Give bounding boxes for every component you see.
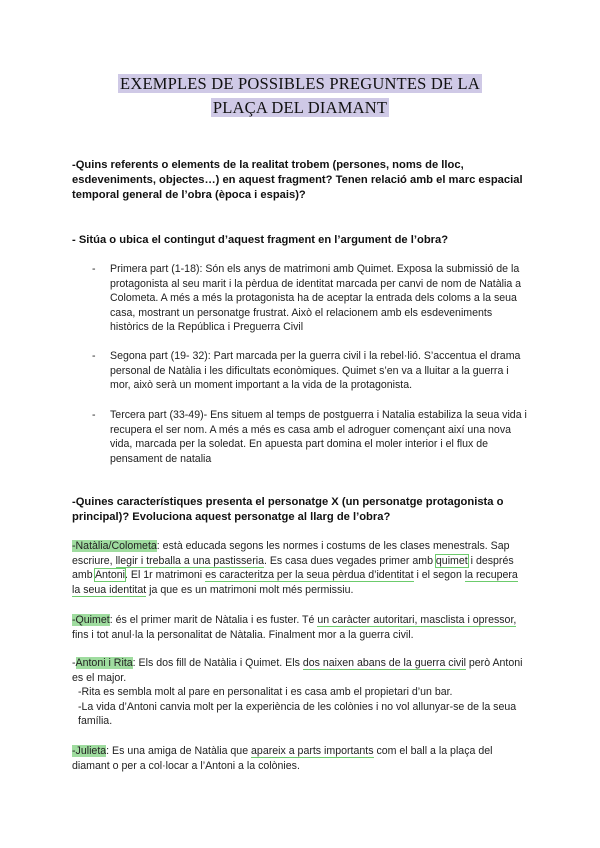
character-name-highlight: -Julieta — [72, 745, 107, 757]
character-julieta — [72, 744, 528, 773]
list-bullet: - — [92, 409, 96, 421]
list-bullet: - — [92, 350, 96, 362]
document-title — [90, 72, 510, 120]
character-colometa — [72, 539, 528, 597]
character-name-highlight: Antoni i Rita — [75, 657, 133, 669]
text-run: i el segon — [413, 569, 465, 582]
question-2: - Sitúa o ubica el contingut d’aquest fragment en l’argument de l’obra? — [72, 234, 449, 246]
text-run: i després amb — [72, 554, 514, 582]
underlined-text: apareix a parts importants — [251, 745, 374, 757]
character-name-highlight: -Natàlia/Colometa — [72, 540, 157, 552]
boxed-name-antoni: Antoni — [94, 569, 126, 582]
underlined-text: es caracteritza per la seua pèrdua d’identitat — [205, 569, 414, 582]
text-run: però Antoni es el major. — [72, 657, 523, 684]
list-item-part-1 — [92, 262, 530, 335]
list-item-text: Segona part (19- 32): Part marcada per la guerra civil i la rebel·lió. S’accentua el drama personal de Natàlia i les dificultats econòmiques. Quimet s’en va a lluitar a la guerra i mor, això serà un moment important a la vida de la protagonista. — [110, 350, 521, 392]
antoni-description: -La vida d’Antoni canvia molt per la experiència de les colònies i no vol allunyar-se de la seua família. — [78, 700, 517, 728]
character-quimet — [72, 613, 528, 642]
underlined-text: la recupera la seua identitat — [72, 569, 518, 596]
underlined-text: dos naixen abans de la guerra civil — [302, 657, 466, 669]
text-run: : Els dos fill de Natàlia i Quimet. Els — [132, 657, 303, 669]
title-line-1: EXEMPLES DE POSSIBLES PREGUNTES DE LA — [120, 74, 480, 93]
character-name-highlight: -Quimet — [72, 614, 110, 626]
text-run: : està educada segons les normes i costums de les clases menestrals. Sap escriure, — [72, 540, 510, 567]
list-item-text: Tercera part (33-49)- Ens situem al temps de postguerra i Natalia estabiliza la seua vida i recupera el ser nom. A més a més es casa amb el adroguer començant així una nova vida, marcada per la soledat. En apuesta part domina el moler interior i el flux de pensament de natalia — [110, 409, 527, 465]
question-1: -Quins referents o elements de la realitat trobem (persones, noms de lloc, esdeveniments, objectes…) en aquest fragment? Tenen relació amb el marc espacial temporal general de l’obra (època i espais)? — [72, 159, 523, 201]
list-item-part-2 — [92, 349, 530, 393]
underlined-text: un caràcter autoritari, masclista i opressor, — [317, 614, 517, 626]
list-bullet: - — [92, 263, 96, 275]
rita-description: -Rita es sembla molt al pare en personalitat i es casa amb el propietari d’un bar. — [78, 686, 453, 699]
text-run: fins i tot anul·la la personalitat de Nàtalia. Finalment mor a la guerra civil. — [72, 628, 414, 641]
text-run: ja que es un matrimoni molt més permissiu. — [146, 583, 354, 596]
boxed-name-quimet: quimet — [435, 554, 468, 567]
text-run: : Es una amiga de Natàlia que — [106, 745, 252, 757]
title-line-2: PLAÇA DEL DIAMANT — [212, 98, 388, 117]
character-antoni-rita — [72, 656, 528, 729]
text-run: . El 1r matrimoni — [125, 569, 206, 582]
text-run: com el ball a la plaça del diamant o per a col·locar a l’Antoni a la colònies. — [72, 745, 493, 772]
list-item-text: Primera part (1-18): Són els anys de matrimoni amb Quimet. Exposa la submissió de la protagonista al seu marit i la pèrdua de identitat marcada per canvi de nom de Natàlia a Colometa. A més a més la protagonista ha de aceptar la entrada dels coloms a la seua casa, mostrant un personatge frustrat. Això el relacionem amb els esdeveniments històrics de la República i Preguerra Civil — [110, 263, 522, 334]
question-3: -Quines característiques presenta el personatge X (un personatge protagonista o principal)? Evoluciona aquest personatge al llarg de l’obra? — [72, 496, 504, 523]
underlined-text: llegir i treballa a una pastisseria — [115, 554, 264, 567]
list-item-part-3 — [92, 408, 530, 466]
text-run: - — [72, 657, 76, 669]
text-run: : és el primer marit de Nàtalia i es fuster. Té — [109, 614, 318, 626]
text-run: . Es casa dues vegades primer amb — [263, 554, 436, 567]
